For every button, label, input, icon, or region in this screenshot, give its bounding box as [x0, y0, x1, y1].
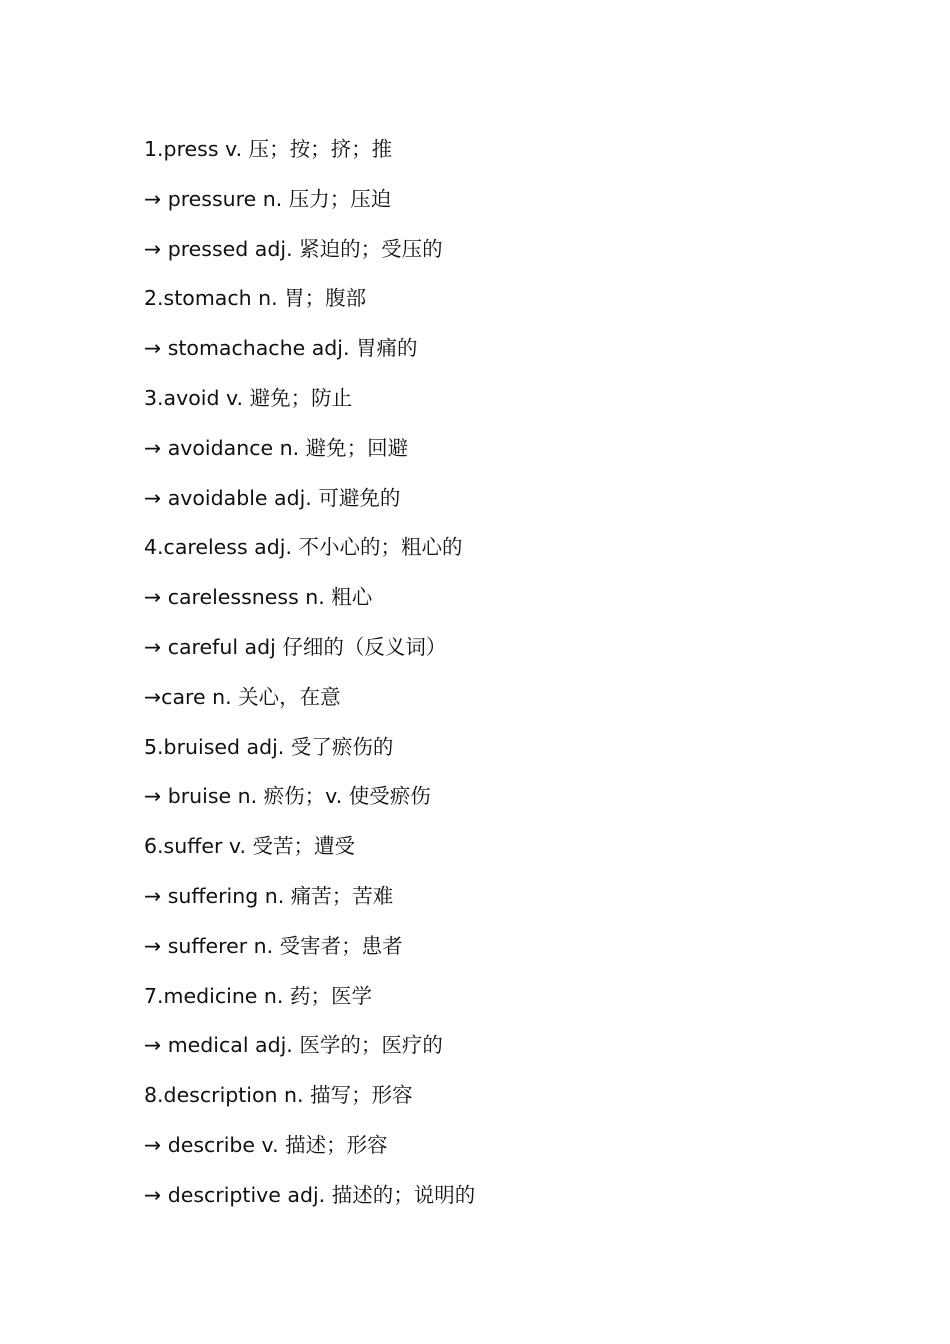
- vocab-derivative-suffering: → suffering n. 痛苦；苦难: [144, 883, 394, 908]
- vocab-derivative-descriptive: → descriptive adj. 描述的；说明的: [144, 1182, 476, 1207]
- vocab-derivative-pressure: → pressure n. 压力；压迫: [144, 186, 392, 211]
- vocab-derivative-sufferer: → sufferer n. 受害者；患者: [144, 933, 403, 958]
- vocab-entry-careless: 4.careless adj. 不小心的；粗心的: [144, 535, 463, 560]
- vocab-derivative-medical: → medical adj. 医学的；医疗的: [144, 1033, 443, 1058]
- vocab-derivative-describe: → describe v. 描述；形容: [144, 1132, 388, 1157]
- vocab-entry-suffer: 6.suffer v. 受苦；遭受: [144, 834, 355, 859]
- vocab-derivative-avoidance: → avoidance n. 避免；回避: [144, 435, 409, 460]
- vocab-entry-description: 8.description n. 描写；形容: [144, 1083, 413, 1108]
- vocab-derivative-pressed: → pressed adj. 紧迫的；受压的: [144, 236, 443, 261]
- vocab-derivative-careful: → careful adj 仔细的（反义词）: [144, 634, 447, 659]
- vocab-entry-medicine: 7.medicine n. 药；医学: [144, 983, 372, 1008]
- vocab-entry-press: 1.press v. 压；按；挤；推: [144, 137, 393, 161]
- vocab-derivative-carelessness: → carelessness n. 粗心: [144, 585, 373, 610]
- vocab-derivative-avoidable: → avoidable adj. 可避免的: [144, 485, 401, 510]
- vocab-derivative-stomachache: → stomachache adj. 胃痛的: [144, 336, 418, 361]
- vocab-entry-bruised: 5.bruised adj. 受了瘀伤的: [144, 734, 394, 759]
- vocabulary-list: [144, 134, 904, 1230]
- vocab-entry-avoid: 3.avoid v. 避免；防止: [144, 385, 353, 410]
- vocab-entry-stomach: 2.stomach n. 胃；腹部: [144, 286, 367, 311]
- vocab-derivative-care: →care n. 关心，在意: [144, 684, 341, 709]
- vocab-derivative-bruise: → bruise n. 瘀伤；v. 使受瘀伤: [144, 784, 431, 809]
